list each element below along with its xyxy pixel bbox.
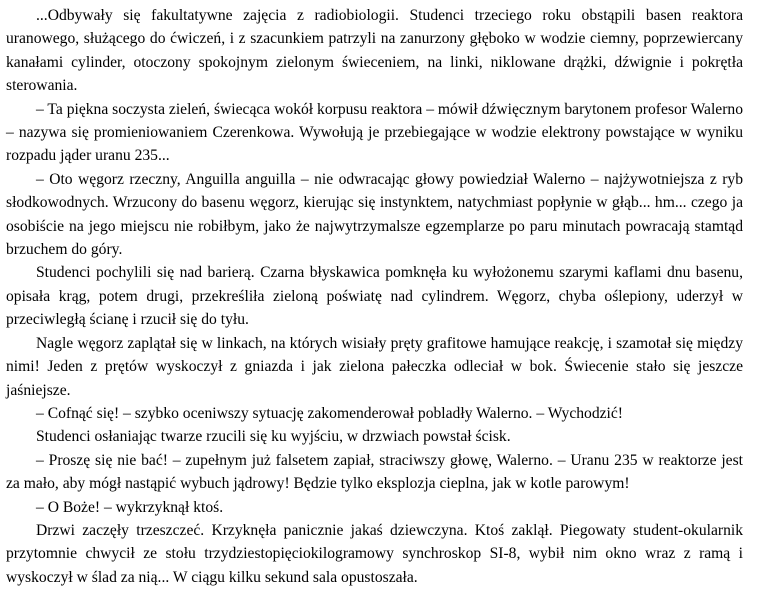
paragraph-barrier: Studenci pochylili się nad barierą. Czarna błyskawica pomknęła ku wyłożonemu szarymi kaflami dnu basenu, opisała krąg, potem drugi, przekreśliła zieloną poświatę nad cylindrem. Węgorz, chyba oślepiony, uderzył w przeciwległą ścianę i rzucił się do tyłu. [6,264,743,329]
paragraph-falsetto: – Proszę się nie bać! – zupełnym już falsetem zapiał, straciwszy głowę, Walerno. – Uranu 235 w reaktorze jest za mało, aby mógł nastąpić wybuch jądrowy! Będzie tylko eksplozja cieplna, jak w kotle parowym! [6,451,743,493]
paragraph-eel: – Oto węgorz rzeczny, Anguilla anguilla – nie odwracając głowy powiedział Walerno – najżywotniejsza z ryb słodkowodnych. Wrzucony do basenu węgorz, kierując się instynktem, natychmiast popłynie w głąb... hm... czego ja osobiście na jego miejscu nie robiłbym, jako że najwytrzymalsze egzemplarze po paru minutach powracają stamtąd brzuchem do góry. [6,170,743,259]
paragraph-cherenkov: – Ta piękna soczysta zieleń, świecąca wokół korpusu reaktora – mówił dźwięcznym barytonem profesor Walerno – nazywa się promieniowaniem Czerenkowa. Wywołują je przebiegające w wodzie elektrony powstające w wyniku rozpadu jąder uranu 235... [6,100,743,165]
paragraph-crowd: Studenci osłaniając twarze rzucili się ku wyjściu, w drzwiach powstał ścisk. [36,428,511,446]
paragraph-exclaim: – O Boże! – wykrzyknął ktoś. [36,498,224,516]
paragraph-lab-session: ...Odbywały się fakultatywne zajęcia z radiobiologii. Studenci trzeciego roku obstąpili basen reaktora uranowego, służącego do ćwiczeń, i z szacunkiem patrzyli na zanurzony głęboko w wodzie ciemny, poprzewiercany kanałami cylinder, otoczony spokojnym zielonym świeceniem, na linki, niklowane drążki, dźwignie i pokrętła sterowania. [6,7,743,95]
paragraph-escape: Drzwi zaczęły trzeszczeć. Krzyknęła panicznie jakaś dziewczyna. Ktoś zaklął. Piegowaty student-okularnik przytomnie chwycił ze stołu trzydziestopięciokilogramowy synchroskop SI-8, wybił nim okno wraz z ramą i wyskoczył w ślad za nią... W ciągu kilku sekund sala opustoszała. [6,521,743,586]
paragraph-retreat: – Cofnąć się! – szybko oceniwszy sytuację zakomenderował pobladły Walerno. – Wychodzić! [36,404,624,422]
paragraph-tangled: Nagle węgorz zaplątał się w linkach, na których wisiały pręty grafitowe hamujące reakcję, i szamotał się między nimi! Jeden z prętów wyskoczył z gniazda i jak zielona pałeczka odleciał w bok. Świecenie stało się jeszcze jaśniejsze. [6,334,743,399]
